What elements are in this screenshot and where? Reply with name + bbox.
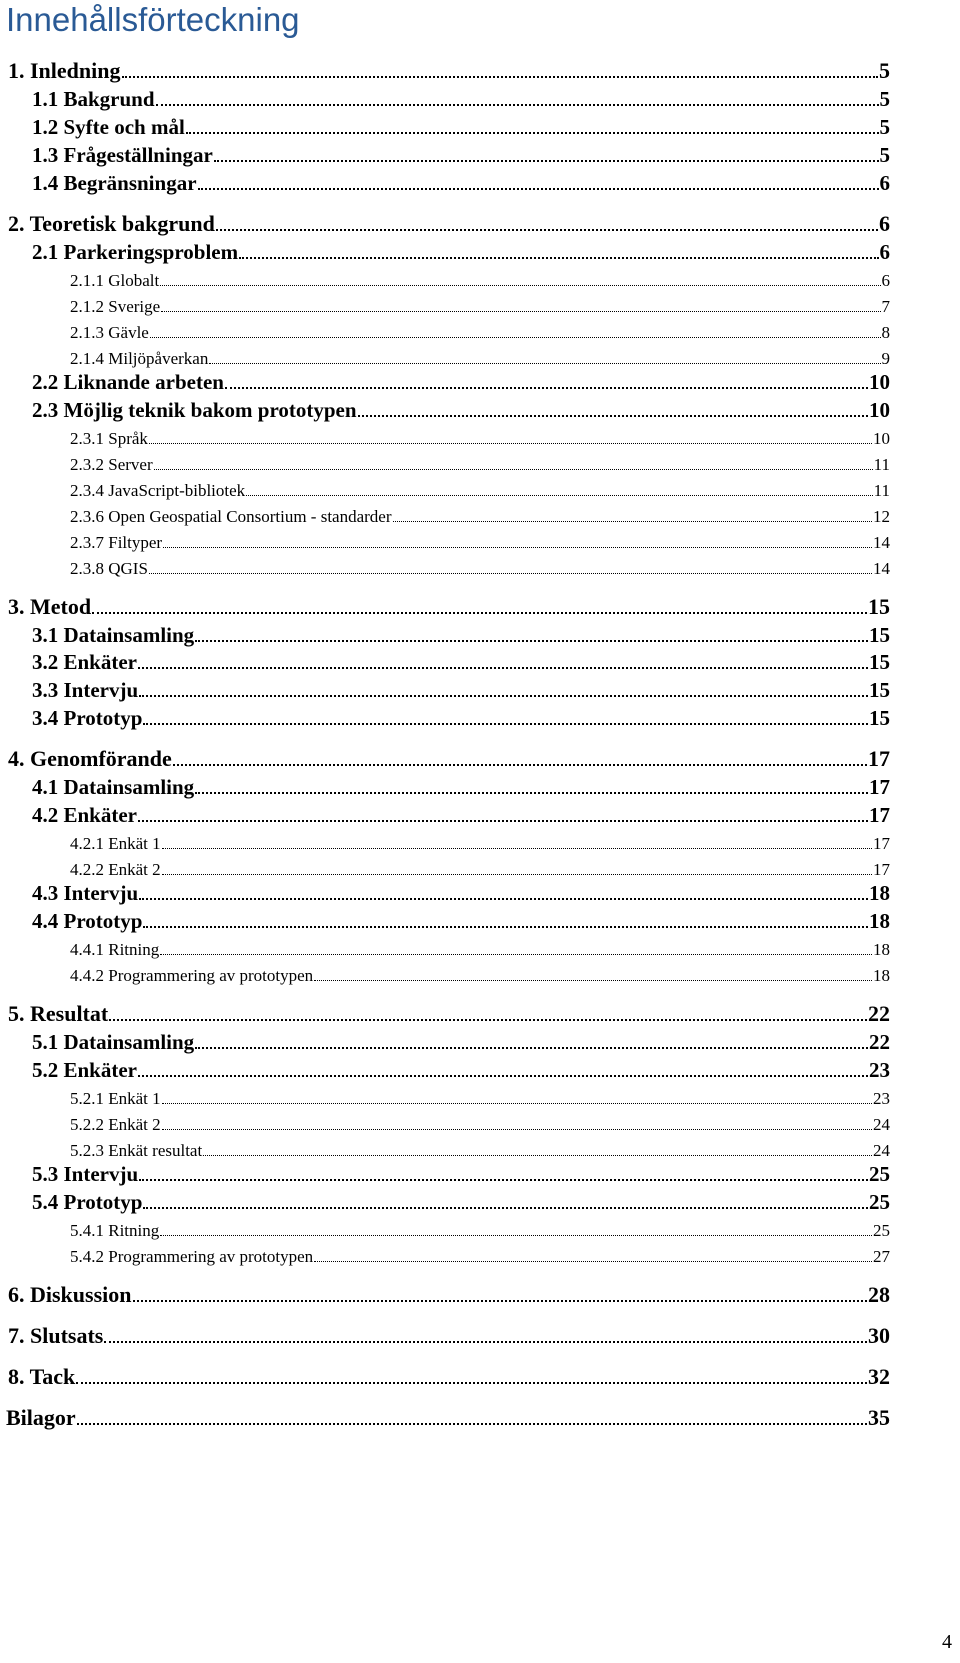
dot-leader <box>214 160 879 162</box>
toc-entry-label: 2.3.1 Språk <box>70 429 148 448</box>
toc-entry[interactable] <box>8 209 890 237</box>
toc-entry[interactable] <box>32 84 890 112</box>
toc-entry-page: 17 <box>868 746 890 771</box>
dot-leader <box>314 980 872 981</box>
toc-entry-page: 27 <box>873 1247 890 1266</box>
toc-entry-label: 4.4 Prototyp <box>32 909 143 933</box>
toc-entry[interactable] <box>32 112 890 140</box>
toc-entry[interactable] <box>32 168 890 196</box>
dot-leader <box>133 1300 867 1302</box>
dot-leader <box>163 547 872 548</box>
toc-entry-page: 22 <box>869 1030 890 1054</box>
toc-entry[interactable] <box>32 1055 890 1083</box>
toc-entry-label: Bilagor <box>6 1405 76 1430</box>
toc-entry-label: 4.2.2 Enkät 2 <box>70 860 161 879</box>
dot-leader <box>209 363 880 364</box>
toc-entry-page: 35 <box>868 1405 890 1430</box>
toc-entry-label: 2.1.2 Sverige <box>70 297 161 316</box>
dot-leader <box>154 469 873 470</box>
toc-entry-label: 5.2.1 Enkät 1 <box>70 1089 161 1108</box>
toc-entry-page: 18 <box>873 966 890 985</box>
toc-entry-page: 15 <box>869 678 890 702</box>
toc-entry[interactable] <box>70 932 890 960</box>
toc-entry-page: 10 <box>873 429 890 448</box>
dot-leader <box>138 667 868 669</box>
toc-entry-label: 5.2.2 Enkät 2 <box>70 1115 161 1134</box>
toc-entry[interactable] <box>70 852 890 880</box>
toc-entry-label: 2.1.1 Globalt <box>70 271 160 290</box>
dot-leader <box>173 764 867 766</box>
toc-entry-page: 8 <box>881 323 890 342</box>
dot-leader <box>198 188 879 190</box>
dot-leader <box>149 573 872 574</box>
toc-entry[interactable] <box>70 315 890 343</box>
toc-entry-label: 4. Genomförande <box>8 746 172 771</box>
toc-entry-label: 2.1.4 Miljöpåverkan <box>70 349 209 368</box>
toc-entry-page: 17 <box>869 775 890 799</box>
toc-entry[interactable] <box>70 1239 890 1267</box>
toc-entry-page: 17 <box>873 860 890 879</box>
dot-leader <box>149 443 872 444</box>
toc-entry-label: 2.3.4 JavaScript-bibliotek <box>70 481 246 500</box>
toc-entry-page: 10 <box>869 370 890 394</box>
toc-entry[interactable] <box>8 1362 890 1390</box>
dot-leader <box>104 1341 867 1343</box>
toc-entry-page: 25 <box>869 1162 890 1186</box>
toc-entry-label: 1.4 Begränsningar <box>32 171 197 195</box>
toc-entry-page: 6 <box>879 171 890 195</box>
toc-entry-label: 2.3 Möjlig teknik bakom prototypen <box>32 398 357 422</box>
dot-leader <box>156 104 879 106</box>
dot-leader <box>143 926 868 928</box>
toc-entry-page: 11 <box>873 455 890 474</box>
dot-leader <box>150 337 881 338</box>
dot-leader <box>160 954 872 955</box>
toc-entry-label: 2.3.2 Server <box>70 455 153 474</box>
toc-entry-page: 14 <box>873 559 890 578</box>
toc-entry-label: 4.4.2 Programmering av prototypen <box>70 966 314 985</box>
dot-leader <box>216 229 878 231</box>
dot-leader <box>246 495 872 496</box>
toc-entry[interactable] <box>32 906 890 934</box>
toc-entry-label: 1. Inledning <box>8 58 121 83</box>
dot-leader <box>195 1047 868 1049</box>
toc-entry[interactable] <box>70 1081 890 1109</box>
toc-entry[interactable] <box>32 395 890 423</box>
toc-entry[interactable] <box>32 1187 890 1215</box>
toc-entry[interactable] <box>32 237 890 265</box>
toc-entry-label: 5. Resultat <box>8 1001 109 1026</box>
page-title: Innehållsförteckning <box>6 1 300 38</box>
toc-entry[interactable] <box>70 551 890 579</box>
toc-entry-label: 2.1 Parkeringsproblem <box>32 240 239 264</box>
toc-entry-page: 5 <box>879 87 890 111</box>
toc-entry-page: 5 <box>879 58 890 83</box>
dot-leader <box>143 723 868 725</box>
dot-leader <box>162 848 872 849</box>
dot-leader <box>77 1423 867 1425</box>
toc-entry-label: 1.3 Frågeställningar <box>32 143 213 167</box>
toc-entry[interactable] <box>70 341 890 369</box>
toc-entry-label: 5.4.2 Programmering av prototypen <box>70 1247 314 1266</box>
toc-entry[interactable] <box>8 744 890 772</box>
toc-entry[interactable] <box>70 1213 890 1241</box>
toc-entry-page: 9 <box>881 349 890 368</box>
toc-entry[interactable] <box>32 367 890 395</box>
dot-leader <box>161 311 880 312</box>
toc-entry[interactable] <box>70 525 890 553</box>
toc-entry-page: 17 <box>869 803 890 827</box>
dot-leader <box>239 257 878 259</box>
toc-entry-page: 24 <box>873 1115 890 1134</box>
dot-leader <box>92 612 867 614</box>
dot-leader <box>358 415 868 417</box>
toc-entry-label: 2.3.8 QGIS <box>70 559 148 578</box>
toc-entry-label: 2.3.6 Open Geospatial Consortium - standarder <box>70 507 392 526</box>
dot-leader <box>143 1207 868 1209</box>
toc-entry-label: 4.2.1 Enkät 1 <box>70 834 161 853</box>
toc-entry-page: 25 <box>873 1221 890 1240</box>
dot-leader <box>109 1019 867 1021</box>
dot-leader <box>162 874 872 875</box>
toc-entry[interactable] <box>32 1027 890 1055</box>
toc-entry[interactable] <box>32 620 890 648</box>
toc-entry-label: 5.3 Intervju <box>32 1162 139 1186</box>
toc-entry-label: 1.2 Syfte och mål <box>32 115 185 139</box>
toc-entry[interactable] <box>70 263 890 291</box>
toc-entry-label: 5.1 Datainsamling <box>32 1030 195 1054</box>
toc-entry-page: 23 <box>869 1058 890 1082</box>
dot-leader <box>203 1155 872 1156</box>
toc-entry-label: 4.2 Enkäter <box>32 803 137 827</box>
dot-leader <box>195 640 868 642</box>
dot-leader <box>186 132 879 134</box>
dot-leader <box>122 76 879 78</box>
toc-entry-label: 1.1 Bakgrund <box>32 87 155 111</box>
dot-leader <box>139 898 868 900</box>
toc-entry-label: 2.1.3 Gävle <box>70 323 149 342</box>
dot-leader <box>393 521 872 522</box>
toc-entry[interactable] <box>32 800 890 828</box>
toc-entry-label: 3. Metod <box>8 594 92 619</box>
toc-entry-page: 5 <box>879 115 890 139</box>
dot-leader <box>225 387 868 389</box>
toc-entry-page: 22 <box>868 1001 890 1026</box>
dot-leader <box>314 1261 872 1262</box>
toc-entry[interactable] <box>8 1280 890 1308</box>
toc-entry-page: 18 <box>869 881 890 905</box>
toc-entry[interactable] <box>70 826 890 854</box>
toc-entry[interactable] <box>32 1159 890 1187</box>
toc-entry-label: 4.4.1 Ritning <box>70 940 160 959</box>
dot-leader <box>195 792 868 794</box>
dot-leader <box>138 820 868 822</box>
toc-entry-page: 10 <box>869 398 890 422</box>
toc-entry-label: 2.3.7 Filtyper <box>70 533 163 552</box>
toc-entry-label: 3.4 Prototyp <box>32 706 143 730</box>
toc-entry[interactable] <box>32 772 890 800</box>
toc-entry-page: 11 <box>873 481 890 500</box>
toc-entry[interactable] <box>70 447 890 475</box>
toc-entry-page: 18 <box>869 909 890 933</box>
dot-leader <box>76 1382 867 1384</box>
page-number: 4 <box>942 1631 952 1653</box>
toc-entry-page: 15 <box>869 706 890 730</box>
toc-entry-page: 7 <box>881 297 890 316</box>
toc-entry-page: 24 <box>873 1141 890 1160</box>
toc-entry[interactable] <box>70 958 890 986</box>
toc-entry[interactable] <box>70 1107 890 1135</box>
toc-entry-label: 2.2 Liknande arbeten <box>32 370 224 394</box>
toc-entry-page: 6 <box>881 271 890 290</box>
toc-entry-label: 6. Diskussion <box>8 1282 132 1307</box>
dot-leader <box>160 1235 872 1236</box>
toc-entry-label: 2. Teoretisk bakgrund <box>8 211 215 236</box>
toc-entry[interactable] <box>32 647 890 675</box>
toc-entry[interactable] <box>32 140 890 168</box>
dot-leader <box>139 695 868 697</box>
toc-entry-label: 5.2 Enkäter <box>32 1058 137 1082</box>
toc-entry-page: 17 <box>873 834 890 853</box>
toc-entry-label: 4.3 Intervju <box>32 881 139 905</box>
toc-entry-label: 8. Tack <box>8 1364 76 1389</box>
toc-entry[interactable] <box>70 1133 890 1161</box>
toc-entry-page: 30 <box>868 1323 890 1348</box>
toc-entry-page: 5 <box>879 143 890 167</box>
toc-entry-label: 3.1 Datainsamling <box>32 623 195 647</box>
toc-entry-label: 5.4 Prototyp <box>32 1190 143 1214</box>
toc-entry[interactable] <box>32 703 890 731</box>
dot-leader <box>138 1075 868 1077</box>
toc-entry-page: 12 <box>873 507 890 526</box>
dot-leader <box>162 1129 872 1130</box>
dot-leader <box>139 1179 868 1181</box>
toc-entry-page: 28 <box>868 1282 890 1307</box>
toc-entry[interactable] <box>70 473 890 501</box>
toc-entry-page: 15 <box>868 594 890 619</box>
toc-entry[interactable] <box>70 499 890 527</box>
toc-entry-label: 5.4.1 Ritning <box>70 1221 160 1240</box>
toc-entry-page: 15 <box>869 623 890 647</box>
dot-leader <box>160 285 880 286</box>
toc-entry-page: 14 <box>873 533 890 552</box>
toc-entry-label: 3.3 Intervju <box>32 678 139 702</box>
toc-entry[interactable] <box>8 1321 890 1349</box>
toc-entry[interactable] <box>32 878 890 906</box>
toc-entry[interactable] <box>70 289 890 317</box>
toc-entry-page: 25 <box>869 1190 890 1214</box>
toc-entry-page: 23 <box>873 1089 890 1108</box>
toc-entry-label: 7. Slutsats <box>8 1323 104 1348</box>
toc-entry[interactable] <box>6 1403 890 1431</box>
toc-entry[interactable] <box>8 999 890 1027</box>
toc-entry[interactable] <box>32 675 890 703</box>
toc-entry-page: 6 <box>879 211 890 236</box>
toc-entry-page: 18 <box>873 940 890 959</box>
dot-leader <box>162 1103 872 1104</box>
toc-entry[interactable] <box>8 56 890 84</box>
toc-entry[interactable] <box>8 592 890 620</box>
toc-entry-page: 6 <box>879 240 890 264</box>
toc-entry-page: 15 <box>869 650 890 674</box>
toc-entry-label: 3.2 Enkäter <box>32 650 137 674</box>
toc-entry-page: 32 <box>868 1364 890 1389</box>
toc-entry-label: 4.1 Datainsamling <box>32 775 195 799</box>
toc-entry[interactable] <box>70 421 890 449</box>
toc-entry-label: 5.2.3 Enkät resultat <box>70 1141 203 1160</box>
